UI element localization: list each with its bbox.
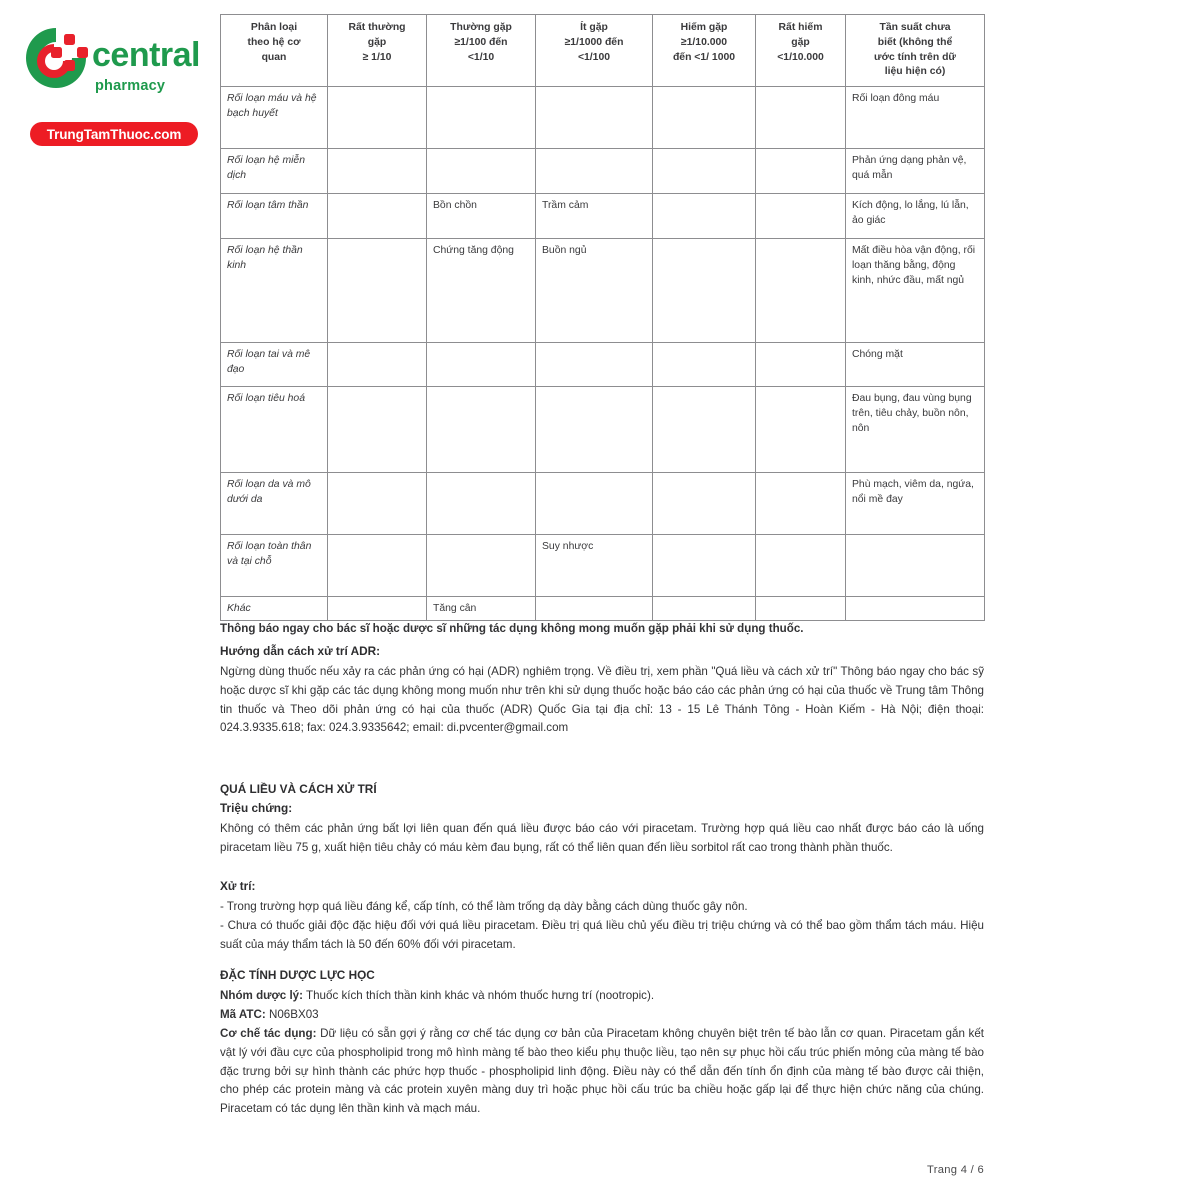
notice-text: Thông báo ngay cho bác sĩ hoặc dược sĩ những tác dụng không mong muốn gặp phải khi sử dụng thuốc. bbox=[220, 622, 804, 635]
table-header-row bbox=[221, 15, 985, 87]
cell-common bbox=[427, 535, 536, 597]
mechanism-of-action-line bbox=[220, 1025, 984, 1119]
adr-handling-heading: Hướng dẫn cách xử trí ADR: bbox=[220, 644, 381, 658]
pharmacologic-group-line bbox=[220, 987, 984, 1006]
cell-very-common bbox=[328, 473, 427, 535]
cell-frequency-unknown: Rối loạn đông máu bbox=[846, 87, 985, 149]
cell-frequency-unknown: Phản ứng dạng phản vệ, quá mẫn bbox=[846, 149, 985, 194]
cell-common bbox=[427, 343, 536, 387]
cell-frequency-unknown: Phù mạch, viêm da, ngứa, nổi mề đay bbox=[846, 473, 985, 535]
adverse-reactions-table-body bbox=[221, 87, 985, 621]
cell-common bbox=[427, 87, 536, 149]
cell-system-organ-class: Rối loạn da và mô dưới da bbox=[221, 473, 328, 535]
pharmacodynamics-heading: ĐẶC TÍNH DƯỢC LỰC HỌC bbox=[220, 968, 375, 982]
cell-rare bbox=[653, 149, 756, 194]
overdose-heading: QUÁ LIỀU VÀ CÁCH XỬ TRÍ bbox=[220, 782, 377, 796]
table-row bbox=[221, 194, 985, 239]
cell-very-rare bbox=[756, 597, 846, 621]
cell-frequency-unknown: Mất điều hòa vận động, rối loạn thăng bằng, động kinh, nhức đầu, mất ngủ bbox=[846, 239, 985, 343]
cell-uncommon bbox=[536, 597, 653, 621]
adr-handling-text: Ngừng dùng thuốc nếu xảy ra các phản ứng có hại (ADR) nghiêm trọng. Về điều trị, xem phần "Quá liều và cách xử trí" Thông báo ngay cho bác sỹ hoặc dược sĩ khi gặp các tác dụng không mong muốn như trên khi sử dụng thuốc hoặc báo cáo các phản ứng có hại của thuốc về Trung tâm Thông tin thuốc và Theo dõi phản ứng có hại của thuốc (ADR) Quốc Gia tại địa chỉ: 13 - 15 Lê Thánh Tông - Hoàn Kiếm - Hà Nội; điện thoại: 024.3.9335.618; fax: 024.3.9335642; email: di.pvcenter@gmail.com bbox=[220, 665, 984, 735]
cell-very-rare bbox=[756, 194, 846, 239]
cell-rare bbox=[653, 87, 756, 149]
mechanism-of-action-text: Dữ liệu có sẵn gợi ý rằng cơ chế tác dụng cơ bản của Piracetam không chuyên biệt trên tế bào lẫn cơ quan. Piracetam gắn kết vật lý với đầu cực của phospholipid trong mô hình màng tế bào theo kiểu phụ thuộc liều, tạo nên sự phục hồi cấu trúc phiến mỏng của màng tế bào đặc trưng bởi sự hình thành các phức hợp thuốc - phospholipid linh động. Điều này có thể dẫn đến tính ổn định của màng tế bào được cải thiện, cho phép các protein màng và các protein xuyên màng duy trì hoặc phục hồi cấu trúc ba chiều hoặc gấp lại để thực hiện chức năng của chúng. Piracetam có tác dụng lên thần kinh và mạch máu. bbox=[220, 1027, 984, 1116]
col-header-rare: Hiếm gặp ≥1/10.000 đến <1/ 1000 bbox=[653, 15, 756, 87]
cell-very-common bbox=[328, 87, 427, 149]
table-row bbox=[221, 239, 985, 343]
handling-item-1: - Trong trường hợp quá liều đáng kể, cấp tính, có thể làm trống dạ dày bằng cách dùng thuốc gây nôn. bbox=[220, 900, 748, 913]
atc-code-label: Mã ATC: bbox=[220, 1008, 266, 1021]
table-row bbox=[221, 87, 985, 149]
table-row bbox=[221, 473, 985, 535]
cell-system-organ-class: Rối loạn toàn thân và tại chỗ bbox=[221, 535, 328, 597]
adverse-reactions-table bbox=[220, 14, 985, 621]
cell-rare bbox=[653, 194, 756, 239]
cell-frequency-unknown: Đau bụng, đau vùng bụng trên, tiêu chảy, buồn nôn, nôn bbox=[846, 387, 985, 473]
cell-uncommon: Buồn ngủ bbox=[536, 239, 653, 343]
cell-rare bbox=[653, 535, 756, 597]
handling-label: Xử trí: bbox=[220, 879, 256, 893]
cell-very-common bbox=[328, 343, 427, 387]
brand-name: central bbox=[92, 36, 200, 74]
atc-code-value: N06BX03 bbox=[268, 1008, 319, 1021]
central-pharmacy-logo-icon bbox=[20, 22, 92, 94]
table-row bbox=[221, 597, 985, 621]
table-row bbox=[221, 535, 985, 597]
cell-system-organ-class: Rối loạn máu và hệ bạch huyết bbox=[221, 87, 328, 149]
cell-system-organ-class: Rối loạn hệ miễn dịch bbox=[221, 149, 328, 194]
document-page bbox=[218, 0, 986, 1200]
cell-very-common bbox=[328, 387, 427, 473]
cell-very-common bbox=[328, 239, 427, 343]
col-header-common: Thường gặp ≥1/100 đến <1/10 bbox=[427, 15, 536, 87]
mechanism-of-action-label: Cơ chế tác dụng: bbox=[220, 1027, 317, 1040]
cell-common bbox=[427, 387, 536, 473]
brand-watermark bbox=[0, 0, 215, 155]
brand-subtitle: pharmacy bbox=[95, 78, 166, 94]
cell-very-rare bbox=[756, 149, 846, 194]
cell-common bbox=[427, 473, 536, 535]
col-header-very-common: Rất thường gặp ≥ 1/10 bbox=[328, 15, 427, 87]
cell-common: Bồn chồn bbox=[427, 194, 536, 239]
cell-very-rare bbox=[756, 473, 846, 535]
cell-common bbox=[427, 149, 536, 194]
cell-uncommon bbox=[536, 387, 653, 473]
table-row bbox=[221, 149, 985, 194]
cell-frequency-unknown: Kích động, lo lắng, lú lẫn, ảo giác bbox=[846, 194, 985, 239]
col-header-frequency-unknown: Tần suất chưa biết (không thể ước tính trên dữ liệu hiện có) bbox=[846, 15, 985, 87]
cell-rare bbox=[653, 343, 756, 387]
cell-rare bbox=[653, 239, 756, 343]
pharmacologic-group-label: Nhóm dược lý: bbox=[220, 989, 303, 1002]
symptoms-label: Triệu chứng: bbox=[220, 801, 293, 815]
pharmacologic-group-value: Thuốc kích thích thần kinh khác và nhóm thuốc hưng trí (nootropic). bbox=[306, 989, 655, 1002]
cell-uncommon bbox=[536, 87, 653, 149]
cell-very-rare bbox=[756, 343, 846, 387]
cell-very-common bbox=[328, 194, 427, 239]
cell-rare bbox=[653, 387, 756, 473]
cell-rare bbox=[653, 473, 756, 535]
cell-frequency-unknown bbox=[846, 597, 985, 621]
table-row bbox=[221, 343, 985, 387]
cell-frequency-unknown bbox=[846, 535, 985, 597]
cell-very-rare bbox=[756, 87, 846, 149]
cell-system-organ-class: Khác bbox=[221, 597, 328, 621]
site-url-banner: TrungTamThuoc.com bbox=[30, 122, 198, 146]
cell-system-organ-class: Rối loạn tâm thần bbox=[221, 194, 328, 239]
cell-frequency-unknown: Chóng mặt bbox=[846, 343, 985, 387]
col-header-very-rare: Rất hiếm gặp <1/10.000 bbox=[756, 15, 846, 87]
symptoms-text: Không có thêm các phản ứng bất lợi liên quan đến quá liều được báo cáo với piracetam. Trường hợp quá liều cao nhất được báo cáo là uống piracetam liều 75 g, xuất hiện tiêu chảy có máu kèm đau bụng, rất có thể liên quan đến liều sorbitol rất cao trong thành phần thuốc. bbox=[220, 822, 984, 854]
cell-system-organ-class: Rối loạn tai và mê đạo bbox=[221, 343, 328, 387]
atc-code-line bbox=[220, 1006, 984, 1025]
col-header-uncommon: Ít gặp ≥1/1000 đến <1/100 bbox=[536, 15, 653, 87]
page-number-footer: Trang 4 / 6 bbox=[927, 1164, 984, 1176]
cell-uncommon bbox=[536, 149, 653, 194]
table-row bbox=[221, 387, 985, 473]
col-header-system-organ-class: Phân loại theo hệ cơ quan bbox=[221, 15, 328, 87]
cell-common: Tăng cân bbox=[427, 597, 536, 621]
cell-very-rare bbox=[756, 535, 846, 597]
cell-uncommon: Trầm cảm bbox=[536, 194, 653, 239]
cell-uncommon bbox=[536, 343, 653, 387]
cell-rare bbox=[653, 597, 756, 621]
cell-very-rare bbox=[756, 239, 846, 343]
cell-system-organ-class: Rối loạn tiêu hoá bbox=[221, 387, 328, 473]
cell-very-common bbox=[328, 535, 427, 597]
handling-item-2: - Chưa có thuốc giải độc đặc hiệu đối với quá liều piracetam. Điều trị quá liều chủ yếu điều trị triệu chứng và có thể bao gồm thẩm tách máu. Hiệu suất của máy thẩm tách là 50 đến 60% đối với piracetam. bbox=[220, 919, 984, 951]
cell-uncommon: Suy nhược bbox=[536, 535, 653, 597]
cell-common: Chứng tăng động bbox=[427, 239, 536, 343]
cell-very-rare bbox=[756, 387, 846, 473]
cell-very-common bbox=[328, 597, 427, 621]
cell-very-common bbox=[328, 149, 427, 194]
cell-system-organ-class: Rối loạn hệ thần kinh bbox=[221, 239, 328, 343]
cell-uncommon bbox=[536, 473, 653, 535]
